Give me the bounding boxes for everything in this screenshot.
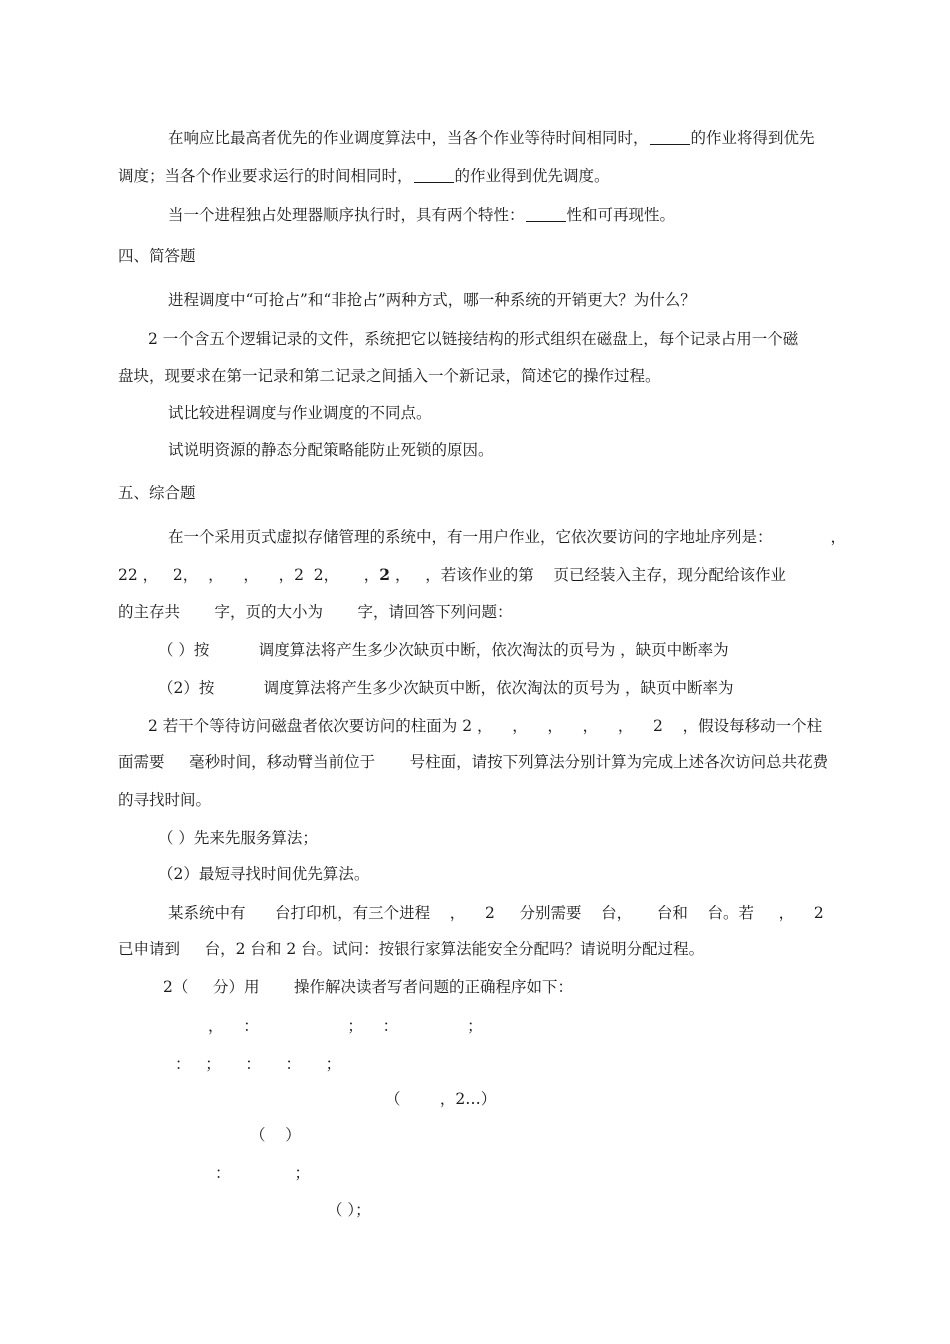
text-fragment: 在响应比最高者优先的作业调度算法中，当各个作业等待时间相同时， — [168, 129, 649, 147]
short-answer-question-2-line-1: 2 一个含五个逻辑记录的文件，系统把它以链接结构的形式组织在磁盘上，每个记录占用一个磁 — [148, 330, 799, 348]
text-fragment-bold: 2 — [379, 565, 391, 584]
text-fragment: 当一个进程独占处理器顺序执行时，具有两个特性： — [168, 206, 525, 224]
answer-blank — [414, 168, 454, 183]
problem-2-line-1: 2 若干个等待访问磁盘者依次要访问的柱面为 2 ， ， ， ， ， 2 ，假设每移动一个柱 — [148, 717, 823, 735]
code-line-2: ： ； ： ： ； — [175, 1055, 342, 1073]
problem-1-line-1 — [168, 527, 846, 547]
text-fragment: ， ，若该作业的第 页已经装入主存，现分配给该作业 — [390, 566, 786, 584]
problem-2-subquestion-1: （ ）先来先服务算法； — [158, 829, 318, 847]
text-fragment: ， — [830, 528, 847, 546]
problem-2-line-2: 面需要 毫秒时间，移动臂当前位于 号柱面，请按下列算法分别计算为完成上述各次访问总共花费 — [118, 753, 829, 771]
problem-1-subquestion-1: （ ）按 调度算法将产生多少次缺页中断，依次淘汰的页号为 ，缺页中断率为 — [158, 641, 729, 659]
fill-question-1-line-2 — [118, 166, 610, 186]
code-line-4: （ ） — [250, 1126, 301, 1144]
text-fragment: 22 ， 2， ， ， ，2 2， ， — [118, 566, 380, 584]
section-heading-comprehensive: 五、综合题 — [118, 484, 196, 502]
problem-1-line-2 — [118, 565, 786, 585]
text-fragment: 性和可再现性。 — [566, 206, 676, 224]
answer-blank — [526, 207, 566, 222]
problem-1-line-3: 的主存共 字，页的大小为 字，请回答下列问题： — [118, 603, 513, 621]
short-answer-question-1: 进程调度中“可抢占”和“非抢占”两种方式，哪一种系统的开销更大？为什么？ — [168, 291, 696, 309]
text-fragment: 的作业得到优先调度。 — [454, 167, 610, 185]
answer-blank — [650, 130, 690, 145]
code-line-1: ， ： ； ： ； — [208, 1017, 483, 1035]
text-fragment: 的作业将得到优先 — [690, 129, 815, 147]
problem-3-line-2: 已申请到 台，2 台和 2 台。试问：按银行家算法能安全分配吗？请说明分配过程。 — [118, 940, 705, 958]
section-heading-short-answer: 四、简答题 — [118, 247, 196, 265]
short-answer-question-2-line-2: 盘块，现要求在第一记录和第二记录之间插入一个新记录，简述它的操作过程。 — [118, 367, 661, 385]
short-answer-question-4: 试说明资源的静态分配策略能防止死锁的原因。 — [168, 441, 494, 459]
problem-2-line-3: 的寻找时间。 — [118, 791, 212, 809]
fill-question-1-line-1 — [168, 128, 815, 148]
code-line-5: ： ； — [215, 1164, 311, 1182]
problem-1-subquestion-2: （2）按 调度算法将产生多少次缺页中断，依次淘汰的页号为 ，缺页中断率为 — [158, 679, 734, 697]
text-fragment: 在一个采用页式虚拟存储管理的系统中，有一用户作业，它依次要访问的字地址序列是： — [168, 528, 773, 546]
fill-question-2 — [168, 205, 675, 225]
short-answer-question-3: 试比较进程调度与作业调度的不同点。 — [168, 404, 432, 422]
code-line-3: （ ，2…） — [385, 1090, 497, 1108]
text-fragment: 调度；当各个作业要求运行的时间相同时， — [118, 167, 413, 185]
code-line-6: （ ）； — [327, 1201, 371, 1219]
problem-2-subquestion-2: （2）最短寻找时间优先算法。 — [158, 865, 370, 883]
problem-3-line-1: 某系统中有 台打印机，有三个进程 ， 2 分别需要 台， 台和 台。若 ， 2 — [168, 904, 824, 922]
problem-4-line-1: 2（ 分）用 操作解决读者写者问题的正确程序如下： — [163, 978, 573, 996]
